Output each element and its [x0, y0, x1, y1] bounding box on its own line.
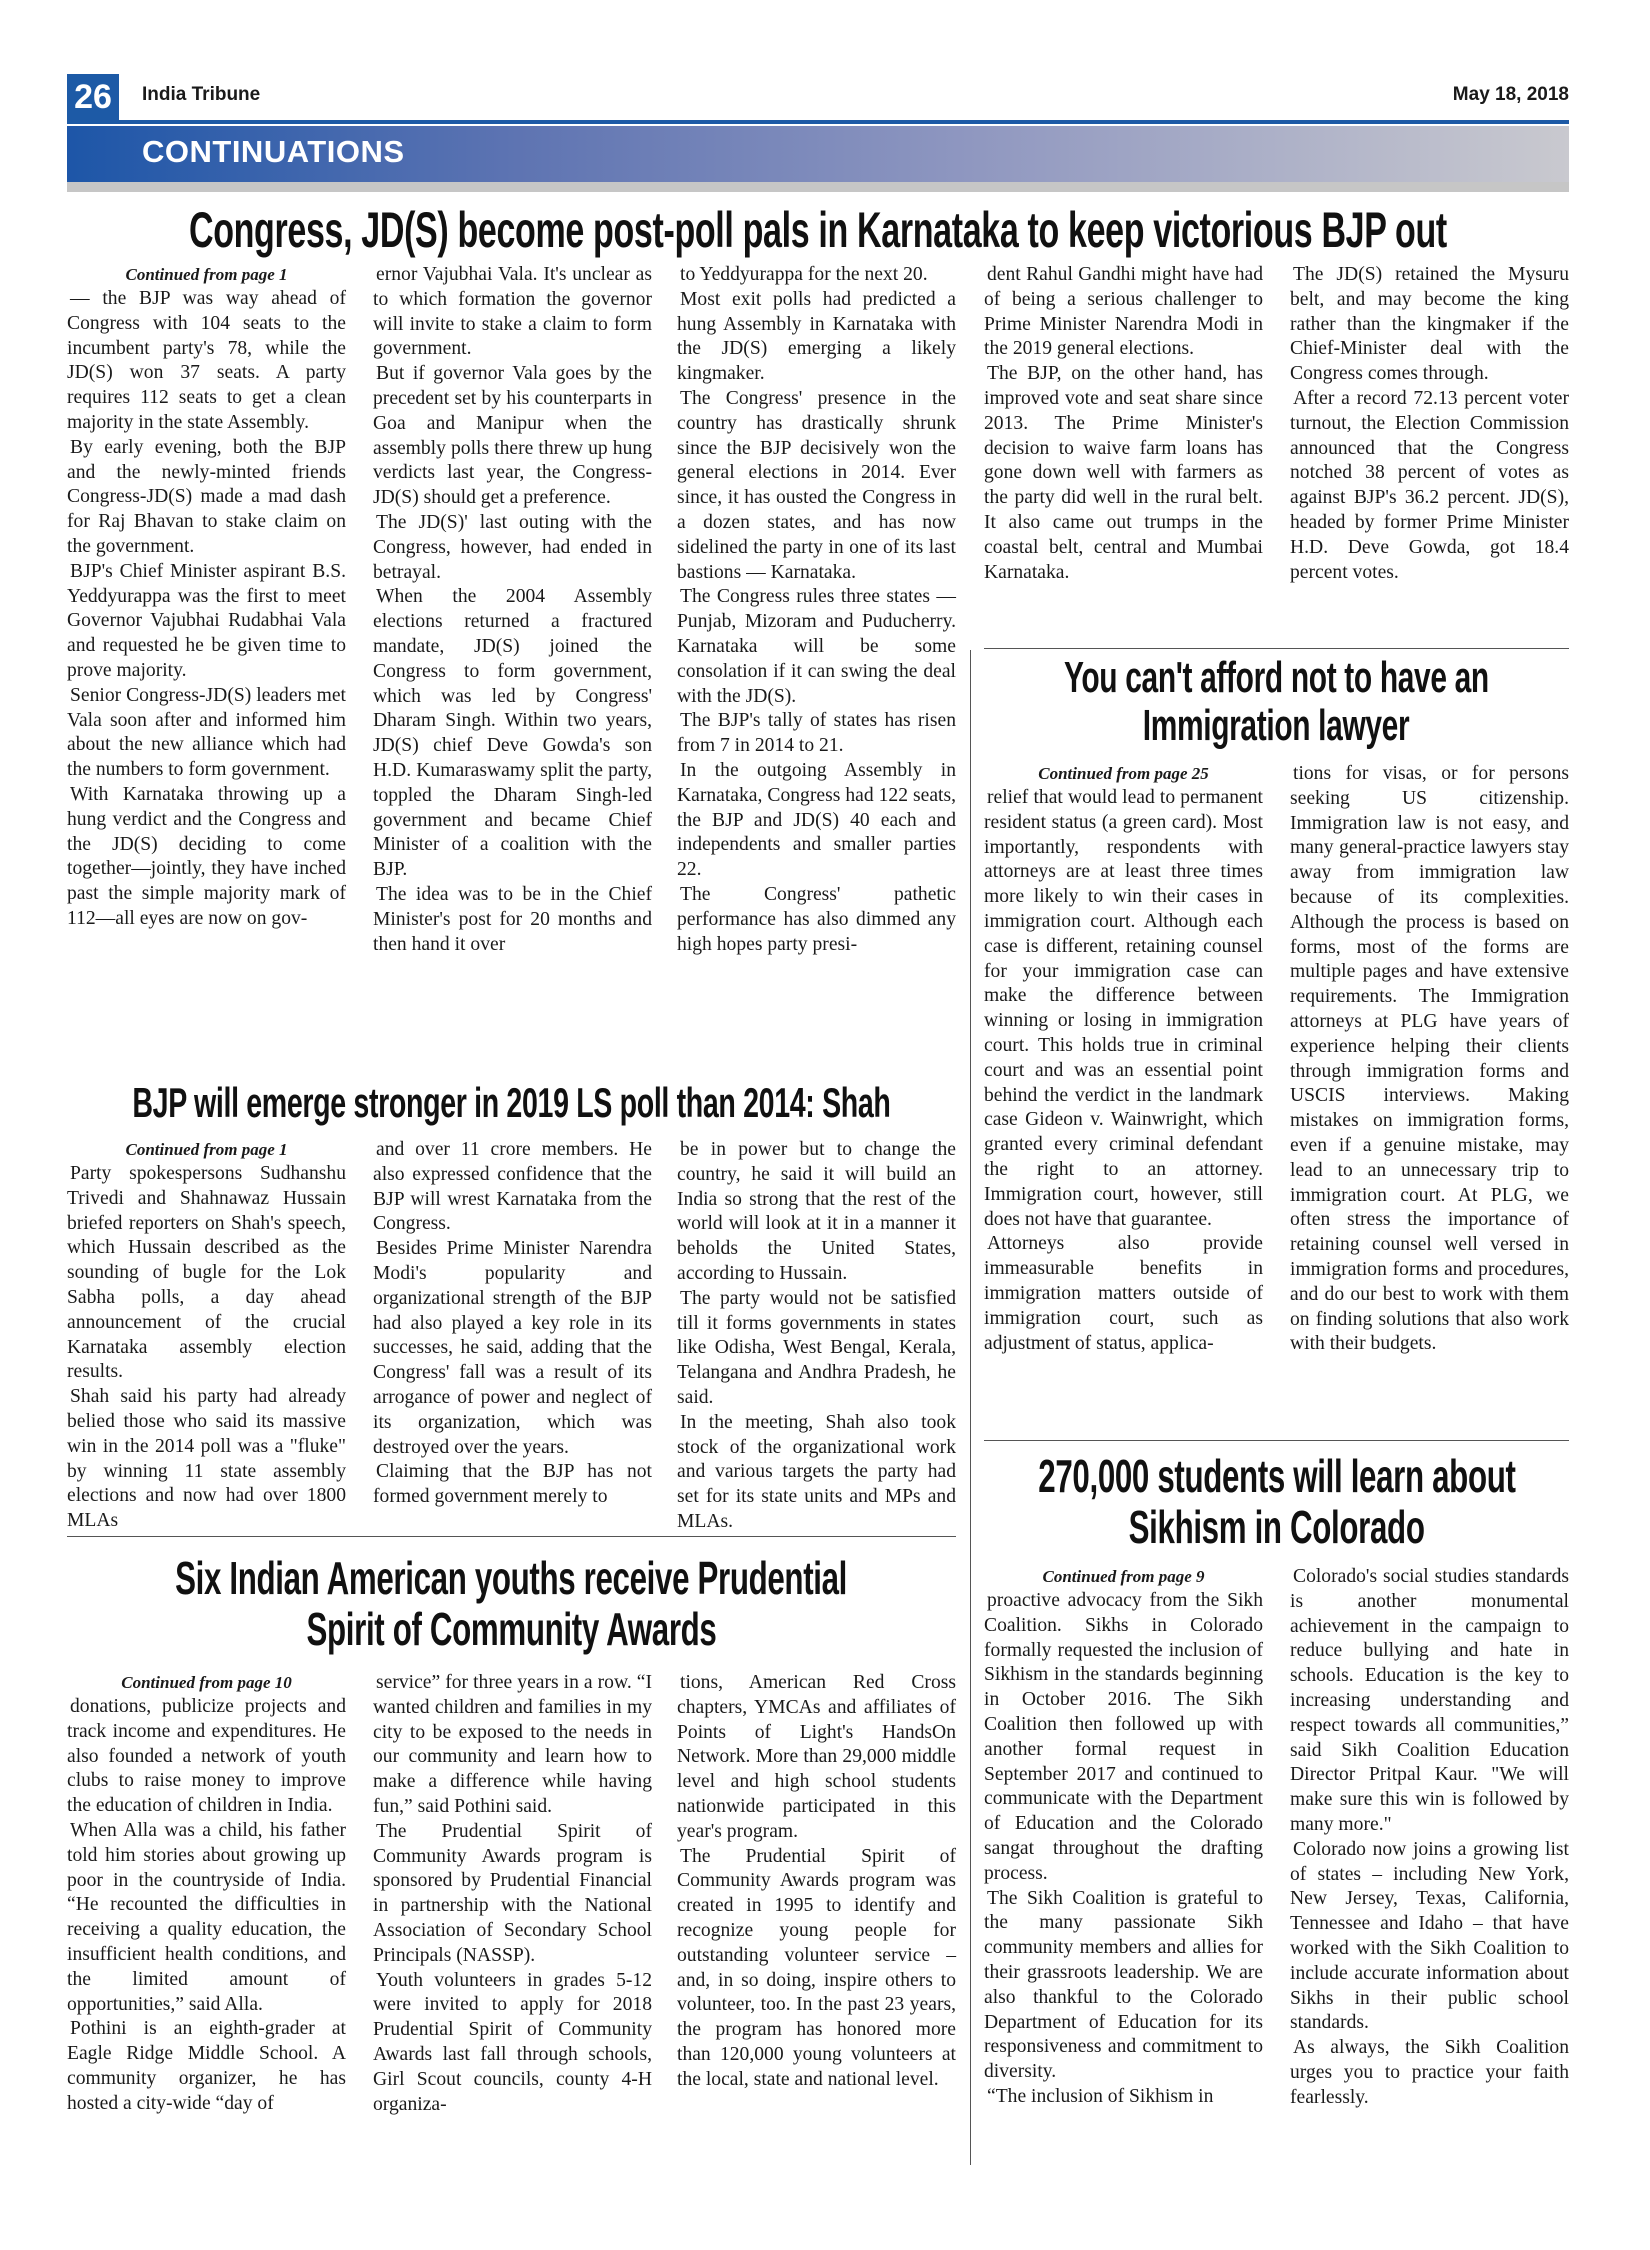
- headline-line: Spirit of Community Awards: [306, 1603, 717, 1655]
- paragraph: — the BJP was way ahead of Congress with 104 seats to the incumbent party's 78, while the JD(S) won 37 seats. A party requires 112 seats to get a clean majority in the state Assembly.: [67, 288, 346, 433]
- paragraph: The Congress' presence in the country has drastically shrunk since the BJP decisively won the general elections in 2014. Ever since, it has ousted the Congress in a dozen states, and has now sidelined the party in one of its last bastions — Karnataka.: [677, 387, 956, 583]
- paragraph: and over 11 crore members. He also expressed confidence that the BJP will wrest Karnataka from the Congress.: [373, 1139, 652, 1235]
- paragraph: The Congress' pathetic performance has also dimmed any high hopes party presi-: [677, 883, 956, 955]
- paragraph: BJP's Chief Minister aspirant B.S. Yeddyurappa was the first to meet Governor Vajubhai Rudabhai Vala and requested he be given time to prove majority.: [67, 560, 346, 681]
- paragraph: relief that would lead to permanent resident status (a green card). Most importantly, respondents with attorneys are at least three times more likely to win their cases in immigration court. Although each case is different, retaining counsel for your immigration case can make the difference between winning or losing in immigration court. This holds true in criminal court and was an essential point behind the verdict in the landmark case Gideon v. Wainwright, which granted every criminal defendant the right to an attorney. Immigration court, however, still does not have that guarantee.: [984, 787, 1263, 1230]
- column-divider: [970, 650, 971, 2165]
- paragraph: When the 2004 Assembly elections returned a fractured mandate, JD(S) joined the Congress to form government, which was led by Congress' Dharam Singh. Within two years, JD(S) chief Deve Gowda's son H.D. Kumaraswamy split the party, toppled the Dharam Singh-led government and became Chief Minister of a coalition with the BJP.: [373, 586, 652, 881]
- paragraph: Colorado's social studies standards is another monumental achievement in the campaign to reduce bullying and hate in schools. Education is the key to increasing understanding and respect towards all communities,” said Sikh Coalition Education Director Pritpal Kaur. "We will make sure this win is followed by many more.": [1290, 1566, 1569, 1835]
- page-number: 26: [67, 74, 119, 120]
- paragraph: The JD(S) retained the Mysuru belt, and may become the king rather than the kingmaker if the Chief-Minister deal with the Congress comes through.: [1290, 264, 1569, 385]
- paragraph: “The inclusion of Sikhism in: [987, 2085, 1214, 2107]
- paragraph: The BJP's tally of states has risen from 7 in 2014 to 21.: [677, 710, 956, 757]
- paragraph: Claiming that the BJP has not formed government merely to: [373, 1461, 652, 1508]
- article-divider: [984, 1440, 1569, 1441]
- publication-name: India Tribune: [142, 84, 261, 105]
- continued-from-label: Continued from page 9: [1042, 1567, 1205, 1586]
- header-rule: [67, 120, 1569, 124]
- article-column: [67, 1671, 346, 2117]
- headline-line: BJP will emerge stronger in 2019 LS poll than 2014: Shah: [132, 1078, 891, 1126]
- headline-line: Six Indian American youths receive Prudential: [175, 1552, 848, 1605]
- paragraph: In the outgoing Assembly in Karnataka, Congress had 122 seats, the BJP and JD(S) 40 each and independents and smaller parties 22.: [677, 759, 956, 881]
- article-column: [984, 1565, 1263, 2110]
- continued-from-label: Continued from page 10: [121, 1673, 292, 1692]
- article-column: [984, 263, 1263, 585]
- paragraph: Attorneys also provide immeasurable benefits in immigration matters outside of immigration court, such as adjustment of status, applica-: [984, 1233, 1263, 1354]
- paragraph: With Karnataka throwing up a hung verdict and the Congress and the JD(S) deciding to come together—jointly, they have inched past the simple majority mark of 112—all eyes are now on gov-: [67, 783, 346, 929]
- headline-line: You can't afford not to have an: [1064, 652, 1489, 702]
- paragraph: When Alla was a child, his father told him stories about growing up poor in the countryside of India. “He recounted the difficulties in receiving a quality education, the insufficient health conditions, and the limited amount of opportunities,” said Alla.: [67, 1819, 346, 2015]
- paragraph: The BJP, on the other hand, has improved vote and seat share since 2013. The Prime Minister's decision to waive farm loans has gone down well with farmers as the party did well in the rural belt. It also came out trumps in the coastal belt, central and Mumbai Karnataka.: [984, 363, 1263, 583]
- paragraph: As always, the Sikh Coalition urges you to practice your faith fearlessly.: [1290, 2037, 1569, 2108]
- article-divider: [67, 1536, 956, 1537]
- paragraph: Senior Congress-JD(S) leaders met Vala soon after and informed him about the new alliance which had the numbers to form government.: [67, 684, 346, 781]
- paragraph: donations, publicize projects and track income and expenditures. He also founded a network of youth clubs to raise money to improve the education of children in India.: [67, 1696, 346, 1817]
- article-column: [677, 263, 956, 957]
- paragraph: The Prudential Spirit of Community Awards program was created in 1995 to identify and recognize young people for outstanding volunteer service – and, in so doing, inspire others to volunteer, too. In the past 23 years, the program has honored more than 120,000 young volunteers at the local, state and national level.: [677, 1845, 956, 2090]
- article-headline: [67, 200, 1569, 260]
- article-column: [67, 1138, 346, 1534]
- article-column: [1290, 1565, 1569, 2111]
- article-column: [373, 1671, 652, 2117]
- paragraph: tions for visas, or for persons seeking US citizenship. Immigration law is not easy, and many general-practice lawyers stay away from immigration law because of its complexities. Although the process is based on forms, most of the forms are multiple pages and have extensive requirements. The Immigration attorneys at PLG have years of experience helping their clients through immigration forms and USCIS interviews. Making mistakes on immigration forms, even if a genuine mistake, may lead to an unnecessary trip to immigration court. At PLG, we often stress the importance of retaining counsel well versed in immigration forms and procedures, and do our best to work with them on finding solutions that also work with their budgets.: [1290, 763, 1569, 1355]
- article-column: [373, 1138, 652, 1510]
- paragraph: Pothini is an eighth-grader at Eagle Ridge Middle School. A community organizer, he has hosted a city-wide “day of: [67, 2018, 346, 2114]
- article-column: [1290, 263, 1569, 585]
- paragraph: to Yeddyurappa for the next 20.: [680, 264, 928, 285]
- paragraph: ernor Vajubhai Vala. It's unclear as to which formation the governor will invite to stake a claim to form government.: [373, 264, 652, 360]
- section-title: CONTINUATIONS: [142, 134, 405, 169]
- article-headline: [984, 652, 1569, 752]
- article-column: [1290, 762, 1569, 1357]
- paragraph: The party would not be satisfied till it forms governments in states like Odisha, West Bengal, Kerala, Telangana and Andhra Pradesh, he said.: [677, 1287, 956, 1408]
- article-divider: [984, 648, 1569, 649]
- continued-from-label: Continued from page 1: [125, 265, 288, 284]
- paragraph: Shah said his party had already belied those who said its massive win in the 2014 poll was a "fluke" by winning 11 state assembly elections and now had over 1800 MLAs: [67, 1386, 346, 1532]
- paragraph: Colorado now joins a growing list of states – including New York, New Jersey, Texas, California, Tennessee and Idaho – that have worked with the Sikh Coalition to include accurate information about Sikhs in their public school standards.: [1290, 1838, 1569, 2034]
- headline-line: Congress, JD(S) become post-poll pals in Karnataka to keep victorious BJP out: [189, 201, 1447, 258]
- continued-from-label: Continued from page 25: [1038, 764, 1209, 783]
- paragraph: The Prudential Spirit of Community Awards program is sponsored by Prudential Financial in partnership with the National Association of Secondary School Principals (NASSP).: [373, 1820, 652, 1966]
- issue-date: May 18, 2018: [1452, 84, 1569, 105]
- section-banner-strip: [67, 182, 1569, 192]
- headline-line: Sikhism in Colorado: [1128, 1501, 1425, 1553]
- paragraph: service” for three years in a row. “I wanted children and families in my city to be exposed to the needs in our community and learn how to make a difference while having fun,” said Pothini said.: [373, 1672, 652, 1817]
- article-column: [677, 1671, 956, 2093]
- article-column: [67, 263, 346, 932]
- paragraph: The Sikh Coalition is grateful to the many passionate Sikh community members and allies for their grassroots leadership. We are also thankful to the Colorado Department of Education for its responsiveness and commitment to diversity.: [984, 1887, 1263, 2083]
- headline-line: Immigration lawyer: [1143, 701, 1410, 750]
- paragraph: proactive advocacy from the Sikh Coalition. Sikhs in Colorado formally requested the inclusion of Sikhism in the standards beginning in October 2016. The Sikh Coalition then followed up with another formal request in September 2017 and continued to communicate with the Department of Education and the Colorado sangat throughout the drafting process.: [984, 1590, 1263, 1884]
- paragraph: Youth volunteers in grades 5-12 were invited to apply for 2018 Prudential Spirit of Community Awards last fall through schools, Girl Scout councils, county 4-H organiza-: [373, 1969, 652, 2115]
- paragraph: tions, American Red Cross chapters, YMCAs and affiliates of Points of Light's HandsOn Network. More than 29,000 middle level and high school students nationwide participated in this year's program.: [677, 1672, 956, 1842]
- paragraph: The JD(S)' last outing with the Congress, however, had ended in betrayal.: [373, 511, 652, 583]
- paragraph: The Congress rules three states — Punjab, Mizoram and Puducherry. Karnataka will be some consolation if it can swing the deal with the JD(S).: [677, 586, 956, 707]
- paragraph: After a record 72.13 percent voter turnout, the Election Commission announced that the Congress notched 38 percent of votes as against BJP's 36.2 percent. JD(S), headed by former Prime Minister H.D. Deve Gowda, got 18.4 percent votes.: [1290, 387, 1569, 583]
- paragraph: But if governor Vala goes by the precedent set by his counterparts in Goa and Manipur when the assembly polls there threw up hung verdicts last year, the Congress-JD(S) should get a preference.: [373, 363, 652, 509]
- article-column: [984, 762, 1263, 1356]
- paragraph: By early evening, both the BJP and the newly-minted friends Congress-JD(S) made a mad dash for Raj Bhavan to stake claim on the government.: [67, 436, 346, 557]
- paragraph: Party spokespersons Sudhanshu Trivedi and Shahnawaz Hussain briefed reporters on Shah's speech, which Hussain described as the sounding of bugle for the Lok Sabha polls, a day ahead announcement of the crucial Karnataka assembly election results.: [67, 1163, 346, 1383]
- paragraph: Besides Prime Minister Narendra Modi's popularity and organizational strength of the BJP had also played a key role in its successes, he said, adding that the Congress' fall was a result of its arrogance of power and neglect of its organization, which was destroyed over the years.: [373, 1238, 652, 1458]
- paragraph: The idea was to be in the Chief Minister's post for 20 months and then hand it over: [373, 883, 652, 955]
- article-column: [677, 1138, 956, 1535]
- paragraph: Most exit polls had predicted a hung Assembly in Karnataka with the JD(S) emerging a likely kingmaker.: [677, 288, 956, 385]
- paragraph: be in power but to change the country, he said it will build an India so strong that the rest of the world will look at it in a manner it beholds the United States, according to Hussain.: [677, 1139, 956, 1284]
- article-headline: [984, 1450, 1569, 1554]
- continued-from-label: Continued from page 1: [125, 1140, 288, 1159]
- headline-line: 270,000 students will learn about: [1037, 1450, 1516, 1503]
- article-headline: [67, 1552, 956, 1656]
- paragraph: dent Rahul Gandhi might have had of being a serious challenger to Prime Minister Narendra Modi in the 2019 general elections.: [984, 264, 1263, 360]
- paragraph: In the meeting, Shah also took stock of the organizational work and various targets the party had set for its state units and MPs and MLAs.: [677, 1411, 956, 1532]
- article-headline: [67, 1075, 956, 1131]
- article-column: [373, 263, 652, 957]
